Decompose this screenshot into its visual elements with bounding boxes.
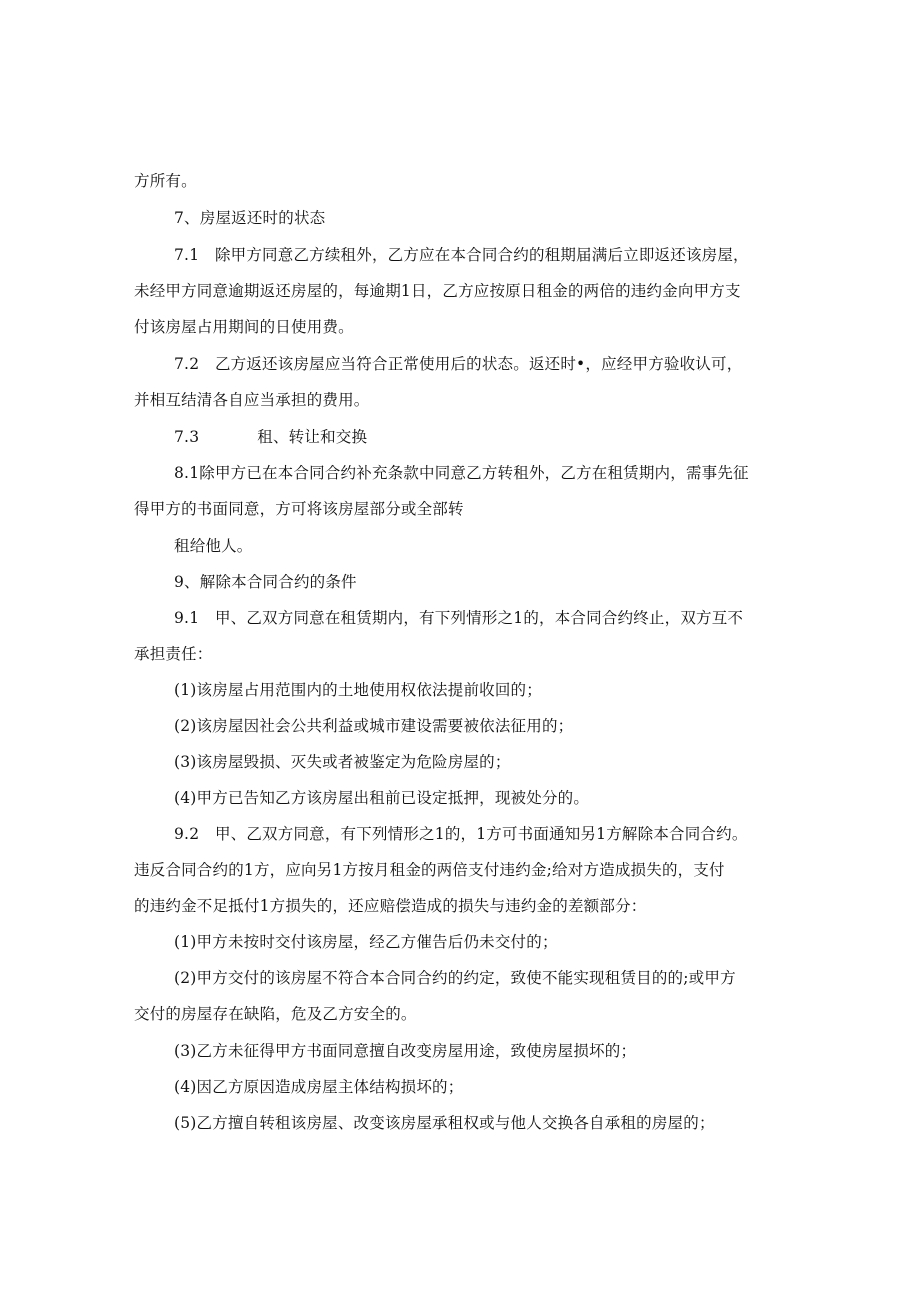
list-item: (2)该房屋因社会公共利益或城市建设需要被依法征用的；: [174, 717, 574, 735]
text-line: 未经甲方同意逾期返还房屋的，每逾期1日，乙方应按原日租金的两倍的违约金向甲方支: [134, 282, 741, 300]
section-heading: 9、解除本合同合约的条件: [174, 573, 357, 591]
text-line: 并相互结清各自应当承担的费用。: [134, 391, 370, 409]
text-line: 9.2 甲、乙双方同意，有下列情形之1的，1方可书面通知另1方解除本合同合约。: [174, 825, 748, 843]
list-item: (2)甲方交付的该房屋不符合本合同合约的约定，致使不能实现租赁目的的;或甲方: [174, 969, 736, 987]
text-line: 9.1 甲、乙双方同意在租赁期内，有下列情形之1的，本合同合约终止，双方互不: [174, 609, 744, 627]
list-item: (1)甲方未按时交付该房屋，经乙方催告后仍未交付的；: [174, 933, 558, 951]
section-heading: 7、房屋返还时的状态: [174, 209, 326, 227]
list-item: (4)因乙方原因造成房屋主体结构损坏的；: [174, 1078, 464, 1096]
section-heading: 租、转让和交换: [257, 428, 368, 446]
list-item: (1)该房屋占用范围内的土地使用权依法提前收回的；: [174, 681, 542, 699]
text-line: 7.1 除甲方同意乙方续租外，乙方应在本合同合约的租期届满后立即返还该房屋，: [174, 246, 749, 264]
text-line: 付该房屋占用期间的日使用费。: [134, 318, 354, 336]
list-item: (3)乙方未征得甲方书面同意擅自改变房屋用途，致使房屋损坏的；: [174, 1042, 637, 1060]
text-line: 租给他人。: [174, 537, 253, 555]
text-line: 8.1除甲方已在本合同合约补充条款中同意乙方转租外，乙方在租赁期内，需事先征: [174, 464, 749, 482]
list-item: (3)该房屋毁损、灭失或者被鉴定为危险房屋的；: [174, 753, 511, 771]
clause-number: 7.3: [174, 428, 200, 446]
text-line: 违反合同合约的1方，应向另1方按月租金的两倍支付违约金;给对方造成损失的，支付: [134, 861, 725, 879]
text-line: 交付的房屋存在缺陷，危及乙方安全的。: [134, 1005, 417, 1023]
list-item: (4)甲方已告知乙方该房屋出租前已设定抵押，现被处分的。: [174, 789, 590, 807]
text-line: 7.2 乙方返还该房屋应当符合正常使用后的状态。返还时•，应经甲方验收认可，: [174, 355, 743, 373]
list-item: (5)乙方擅自转租该房屋、改变该房屋承租权或与他人交换各自承租的房屋的；: [174, 1114, 715, 1132]
text-line: 的违约金不足抵付1方损失的，还应赔偿造成的损失与违约金的差额部分：: [134, 897, 647, 915]
text-line: 承担责任：: [134, 645, 213, 663]
text-line: [174, 426, 367, 448]
text-line: 得甲方的书面同意，方可将该房屋部分或全部转: [134, 500, 464, 518]
text-line: 方所有。: [134, 172, 197, 190]
